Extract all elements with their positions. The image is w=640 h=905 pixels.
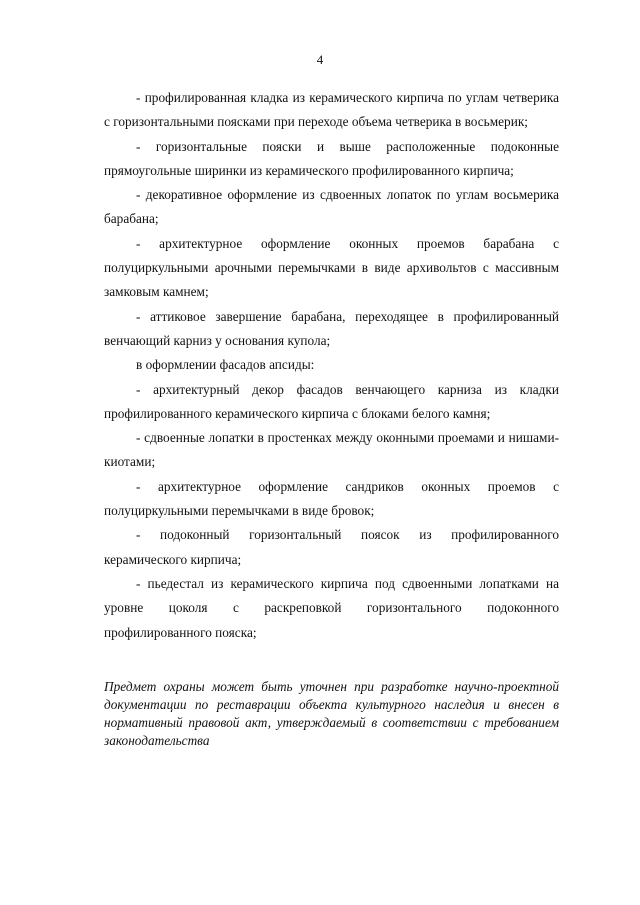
list-item: - декоративное оформление из сдвоенных лопаток по углам восьмерика барабана; [104, 187, 559, 227]
footnote: Предмет охраны может быть уточнен при разработке научно-проектной документации по реставрации объекта культурного наследия и внесен в нормативный правовой акт, утверждаемый в соответствии с требованием законодательства [104, 679, 559, 748]
list-item: - профилированная кладка из керамического кирпича по углам четверика с горизонтальными поясками при переходе объема четверика в восьмерик; [104, 90, 559, 130]
list-item: - подоконный горизонтальный поясок из профилированного керамического кирпича; [104, 527, 559, 567]
list-item: - горизонтальные пояски и выше расположенные подоконные прямоугольные ширинки из керамического профилированного кирпича; [104, 138, 559, 178]
list-item: - сдвоенные лопатки в простенках между оконными проемами и нишами-киотами; [104, 430, 559, 470]
list-item: - аттиковое завершение барабана, переходящее в профилированный венчающий карниз у основания купола; [104, 308, 559, 348]
body-text [104, 86, 559, 645]
section-heading: в оформлении фасадов апсиды: [136, 357, 315, 373]
list-item: - архитектурное оформление сандриков оконных проемов с полуциркульными перемычками в виде бровок; [104, 478, 559, 519]
page-number: 4 [316, 52, 324, 67]
list-item: - архитектурное оформление оконных проемов барабана с полуциркульными арочными перемычками в виде архивольтов с массивным замковым камнем; [104, 235, 559, 300]
list-item: - архитектурный декор фасадов венчающего карниза из кладки профилированного керамического кирпича с блоками белого камня; [104, 381, 559, 421]
list-item: - пьедестал из керамического кирпича под сдвоенными лопатками на уровне цоколя с раскреповкой горизонтального подоконного профилированного пояска; [104, 575, 559, 640]
